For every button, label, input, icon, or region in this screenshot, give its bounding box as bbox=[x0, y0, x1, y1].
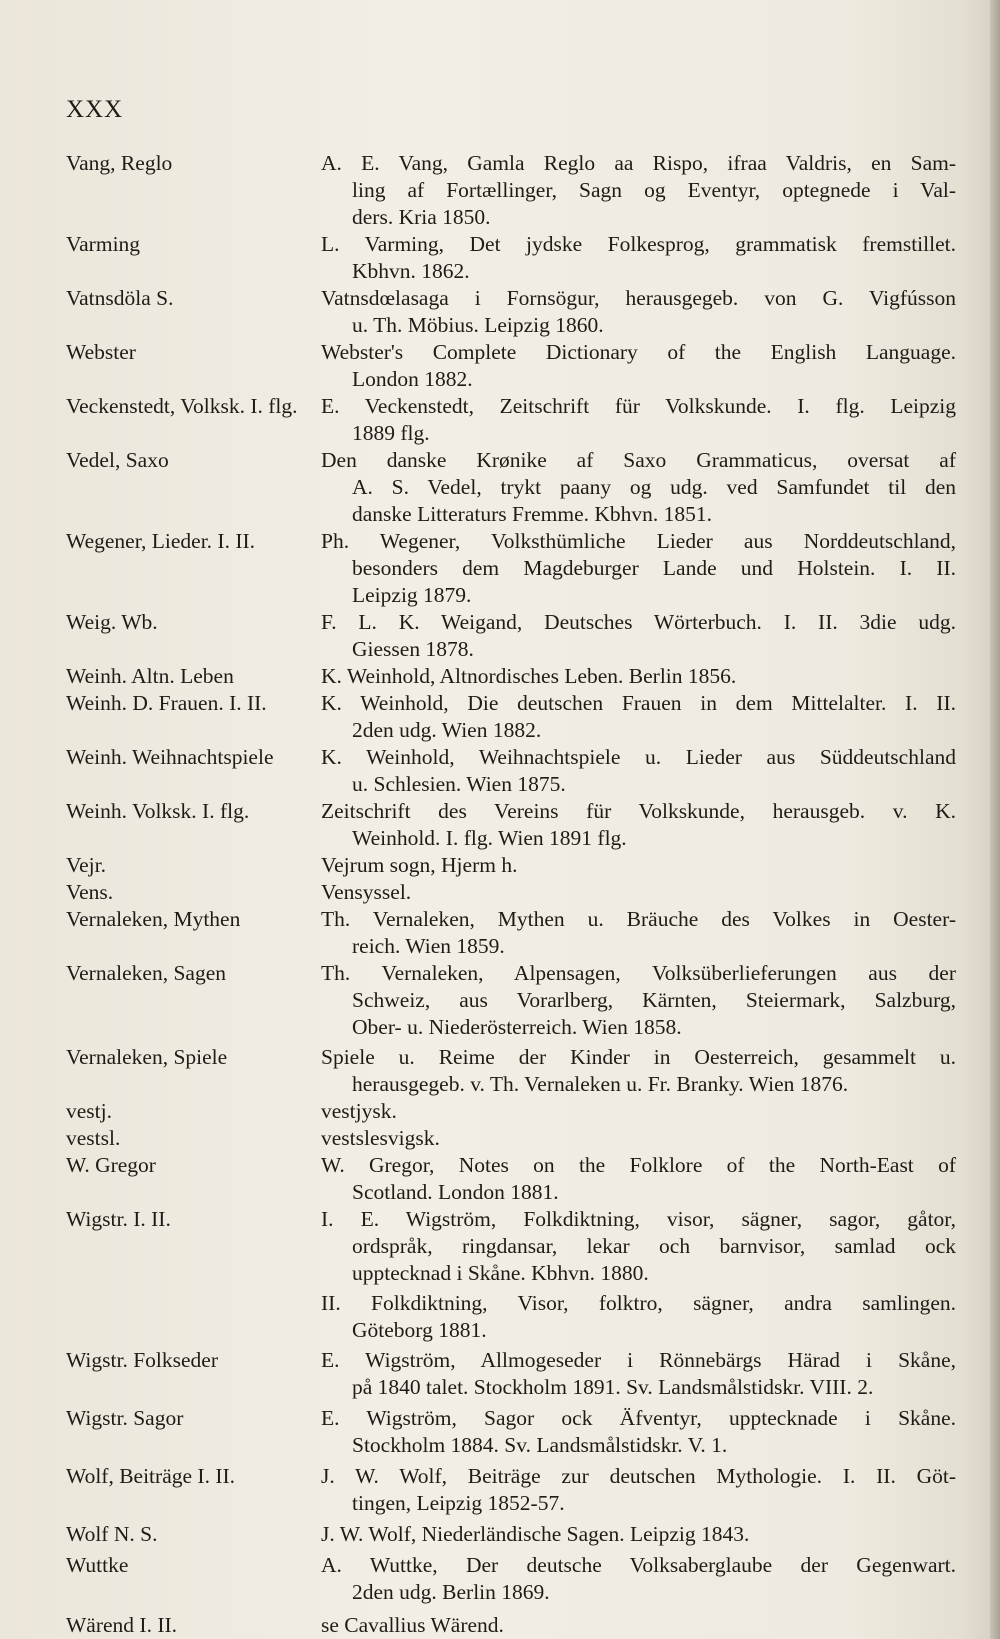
bibliography-entry bbox=[66, 1521, 956, 1548]
entry-reference bbox=[321, 960, 956, 1041]
reference-line: Vensyssel. bbox=[321, 880, 412, 904]
entry-abbreviation: Weinh. Volksk. I. flg. bbox=[66, 799, 250, 823]
bibliography-entry bbox=[66, 339, 956, 393]
reference-line: Th. Vernaleken, Mythen u. Bräuche des Volkes in Oester- bbox=[321, 907, 956, 931]
entry-abbreviation: Weinh. D. Frauen. I. II. bbox=[66, 691, 267, 715]
reference-line: Weinhold. I. flg. Wien 1891 flg. bbox=[352, 826, 627, 850]
reference-line: 1889 flg. bbox=[352, 421, 430, 445]
bibliography-entry bbox=[66, 1098, 956, 1125]
bibliography-entry bbox=[66, 1347, 956, 1401]
entry-reference bbox=[321, 798, 956, 852]
reference-line: J. W. Wolf, Beiträge zur deutschen Mythologie. I. II. Göt- bbox=[321, 1464, 956, 1488]
bibliography-entry bbox=[66, 1405, 956, 1459]
reference-line: Kbhvn. 1862. bbox=[352, 259, 470, 283]
reference-line: A. Wuttke, Der deutsche Volksaberglaube der Gegenwart. bbox=[321, 1553, 956, 1577]
bibliography-entry bbox=[66, 528, 956, 609]
entry-reference bbox=[321, 1206, 956, 1287]
bibliography-entry bbox=[66, 285, 956, 339]
reference-line: Den danske Krønike af Saxo Grammaticus, oversat af bbox=[321, 448, 956, 472]
bibliography-entry bbox=[66, 663, 956, 690]
entry-reference bbox=[321, 1098, 956, 1125]
entry-abbreviation: Wolf, Beiträge I. II. bbox=[66, 1464, 236, 1488]
reference-line: vestslesvigsk. bbox=[321, 1126, 440, 1150]
reference-line: E. Wigström, Allmogeseder i Rönnebärgs Härad i Skåne, bbox=[321, 1348, 956, 1372]
reference-line: ders. Kria 1850. bbox=[352, 205, 491, 229]
entry-abbreviation: Weinh. Weihnachtspiele bbox=[66, 745, 274, 769]
reference-line: vestjysk. bbox=[321, 1099, 397, 1123]
reference-line: Webster's Complete Dictionary of the English Language. bbox=[321, 340, 956, 364]
reference-line: upptecknad i Skåne. Kbhvn. 1880. bbox=[352, 1261, 649, 1285]
entry-reference bbox=[321, 1125, 956, 1152]
entry-abbreviation: Weig. Wb. bbox=[66, 610, 158, 634]
reference-line: E. Wigström, Sagor ock Äfventyr, upptecknade i Skåne. bbox=[321, 1406, 956, 1430]
entry-abbreviation: W. Gregor bbox=[66, 1153, 156, 1177]
bibliography-entry bbox=[66, 1044, 956, 1098]
entry-reference bbox=[321, 285, 956, 339]
entry-reference bbox=[321, 744, 956, 798]
entry-reference bbox=[321, 447, 956, 528]
reference-line: Vatnsdœlasaga i Fornsögur, herausgegeb. von G. Vigfússon bbox=[321, 286, 956, 310]
entry-abbreviation: Vernaleken, Spiele bbox=[66, 1045, 228, 1069]
reference-line: Göteborg 1881. bbox=[352, 1318, 487, 1342]
reference-line: Leipzig 1879. bbox=[352, 583, 472, 607]
reference-line: 2den udg. Wien 1882. bbox=[352, 718, 542, 742]
bibliography-entry bbox=[66, 447, 956, 528]
entry-abbreviation: Vernaleken, Sagen bbox=[66, 961, 226, 985]
entry-reference bbox=[321, 1044, 956, 1098]
bibliography-entry bbox=[66, 1152, 956, 1206]
entry-abbreviation: Veckenstedt, Volksk. I. flg. bbox=[66, 394, 298, 418]
entry-abbreviation: Wärend I. II. bbox=[66, 1613, 178, 1637]
reference-line: ling af Fortællinger, Sagn og Eventyr, optegnede i Val- bbox=[352, 178, 956, 202]
bibliography-entry bbox=[66, 960, 956, 1041]
reference-line: London 1882. bbox=[352, 367, 473, 391]
entry-reference bbox=[321, 231, 956, 285]
reference-line: danske Litteraturs Fremme. Kbhvn. 1851. bbox=[352, 502, 713, 526]
abbreviation-list bbox=[66, 150, 956, 1639]
reference-line: reich. Wien 1859. bbox=[352, 934, 505, 958]
reference-line: W. Gregor, Notes on the Folklore of the North-East of bbox=[321, 1153, 956, 1177]
entry-abbreviation: vestj. bbox=[66, 1099, 112, 1123]
entry-reference bbox=[321, 1405, 956, 1459]
entry-abbreviation: Wigstr. Sagor bbox=[66, 1406, 184, 1430]
reference-line: J. W. Wolf, Niederländische Sagen. Leipzig 1843. bbox=[321, 1522, 750, 1546]
entry-reference bbox=[321, 339, 956, 393]
bibliography-entry bbox=[66, 150, 956, 231]
entry-abbreviation: Vejr. bbox=[66, 853, 107, 877]
entry-reference bbox=[321, 1152, 956, 1206]
entry-reference bbox=[321, 1612, 956, 1639]
entry-abbreviation: Wolf N. S. bbox=[66, 1522, 158, 1546]
entry-abbreviation: Weinh. Altn. Leben bbox=[66, 664, 234, 688]
reference-line: Zeitschrift des Vereins für Volkskunde, herausgeb. v. K. bbox=[321, 799, 956, 823]
bibliography-entry bbox=[66, 1612, 956, 1639]
bibliography-entry bbox=[66, 744, 956, 798]
bibliography-entry bbox=[66, 690, 956, 744]
reference-line: L. Varming, Det jydske Folkesprog, grammatisk fremstillet. bbox=[321, 232, 956, 256]
reference-line: tingen, Leipzig 1852-57. bbox=[352, 1491, 565, 1515]
entry-reference bbox=[321, 690, 956, 744]
reference-line: Giessen 1878. bbox=[352, 637, 474, 661]
reference-line: K. Weinhold, Weihnachtspiele u. Lieder aus Süddeutschland bbox=[321, 745, 956, 769]
bibliography-entry bbox=[66, 798, 956, 852]
reference-line: E. Veckenstedt, Zeitschrift für Volkskunde. I. flg. Leipzig bbox=[321, 394, 956, 418]
entry-reference bbox=[321, 150, 956, 231]
reference-line: K. Weinhold, Altnordisches Leben. Berlin 1856. bbox=[321, 664, 737, 688]
reference-line: II. Folkdiktning, Visor, folktro, sägner, andra samlingen. bbox=[321, 1291, 956, 1315]
bibliography-entry bbox=[66, 1290, 956, 1344]
entry-abbreviation: vestsl. bbox=[66, 1126, 121, 1150]
bibliography-entry bbox=[66, 906, 956, 960]
entry-reference bbox=[321, 609, 956, 663]
entry-abbreviation: Varming bbox=[66, 232, 141, 256]
entry-abbreviation: Vatnsdöla S. bbox=[66, 286, 174, 310]
reference-line: Spiele u. Reime der Kinder in Oesterreich, gesammelt u. bbox=[321, 1045, 956, 1069]
bibliography-entry bbox=[66, 609, 956, 663]
reference-line: Th. Vernaleken, Alpensagen, Volksüberlieferungen aus der bbox=[321, 961, 956, 985]
entry-abbreviation: Vedel, Saxo bbox=[66, 448, 169, 472]
reference-line: u. Schlesien. Wien 1875. bbox=[352, 772, 566, 796]
reference-line: K. Weinhold, Die deutschen Frauen in dem Mittelalter. I. II. bbox=[321, 691, 956, 715]
reference-line: Scotland. London 1881. bbox=[352, 1180, 559, 1204]
bibliography-entry bbox=[66, 1552, 956, 1606]
bibliography-entry bbox=[66, 231, 956, 285]
entry-abbreviation: Vernaleken, Mythen bbox=[66, 907, 241, 931]
entry-abbreviation: Wigstr. I. II. bbox=[66, 1207, 171, 1231]
bibliography-entry bbox=[66, 1463, 956, 1517]
reference-line: A. E. Vang, Gamla Reglo aa Rispo, ifraa Valdris, en Sam- bbox=[321, 151, 956, 175]
entry-reference bbox=[321, 1463, 956, 1517]
reference-line: på 1840 talet. Stockholm 1891. Sv. Landsmålstidskr. VIII. 2. bbox=[352, 1375, 874, 1399]
entry-reference bbox=[321, 393, 956, 447]
entry-abbreviation: Wegener, Lieder. I. II. bbox=[66, 529, 256, 553]
entry-abbreviation bbox=[66, 1290, 321, 1344]
bibliography-entry bbox=[66, 879, 956, 906]
reference-line: Ph. Wegener, Volksthümliche Lieder aus Norddeutschland, bbox=[321, 529, 956, 553]
entry-reference bbox=[321, 1521, 956, 1548]
entry-abbreviation: Wuttke bbox=[66, 1553, 129, 1577]
entry-reference bbox=[321, 852, 956, 879]
bibliography-entry bbox=[66, 852, 956, 879]
bibliography-entry bbox=[66, 1125, 956, 1152]
reference-line: besonders dem Magdeburger Lande und Holstein. I. II. bbox=[352, 556, 956, 580]
reference-line: ordspråk, ringdansar, lekar och barnvisor, samlad ock bbox=[352, 1234, 956, 1258]
reference-line: 2den udg. Berlin 1869. bbox=[352, 1580, 550, 1604]
entry-reference bbox=[321, 1290, 956, 1344]
page-number: XXX bbox=[66, 96, 124, 123]
reference-line: Schweiz, aus Vorarlberg, Kärnten, Steiermark, Salzburg, bbox=[352, 988, 956, 1012]
entry-abbreviation: Webster bbox=[66, 340, 136, 364]
entry-reference bbox=[321, 1552, 956, 1606]
book-spine-shadow bbox=[990, 0, 1000, 1639]
reference-line: F. L. K. Weigand, Deutsches Wörterbuch. I. II. 3die udg. bbox=[321, 610, 956, 634]
entry-abbreviation: Vang, Reglo bbox=[66, 151, 173, 175]
bibliography-entry bbox=[66, 1206, 956, 1287]
entry-reference bbox=[321, 906, 956, 960]
entry-reference bbox=[321, 663, 956, 690]
reference-line: Ober- u. Niederösterreich. Wien 1858. bbox=[352, 1015, 682, 1039]
reference-line: Vejrum sogn, Hjerm h. bbox=[321, 853, 518, 877]
reference-line: A. S. Vedel, trykt paany og udg. ved Samfundet til den bbox=[352, 475, 956, 499]
entry-abbreviation: Vens. bbox=[66, 880, 114, 904]
reference-line: I. E. Wigström, Folkdiktning, visor, sägner, sagor, gåtor, bbox=[321, 1207, 956, 1231]
reference-line: u. Th. Möbius. Leipzig 1860. bbox=[352, 313, 604, 337]
entry-reference bbox=[321, 879, 956, 906]
reference-line: herausgegeb. v. Th. Vernaleken u. Fr. Branky. Wien 1876. bbox=[352, 1072, 849, 1096]
bibliography-entry bbox=[66, 393, 956, 447]
reference-line: se Cavallius Wärend. bbox=[321, 1613, 504, 1637]
entry-reference bbox=[321, 528, 956, 609]
reference-line: Stockholm 1884. Sv. Landsmålstidskr. V. 1. bbox=[352, 1433, 728, 1457]
entry-abbreviation: Wigstr. Folkseder bbox=[66, 1348, 219, 1372]
entry-reference bbox=[321, 1347, 956, 1401]
